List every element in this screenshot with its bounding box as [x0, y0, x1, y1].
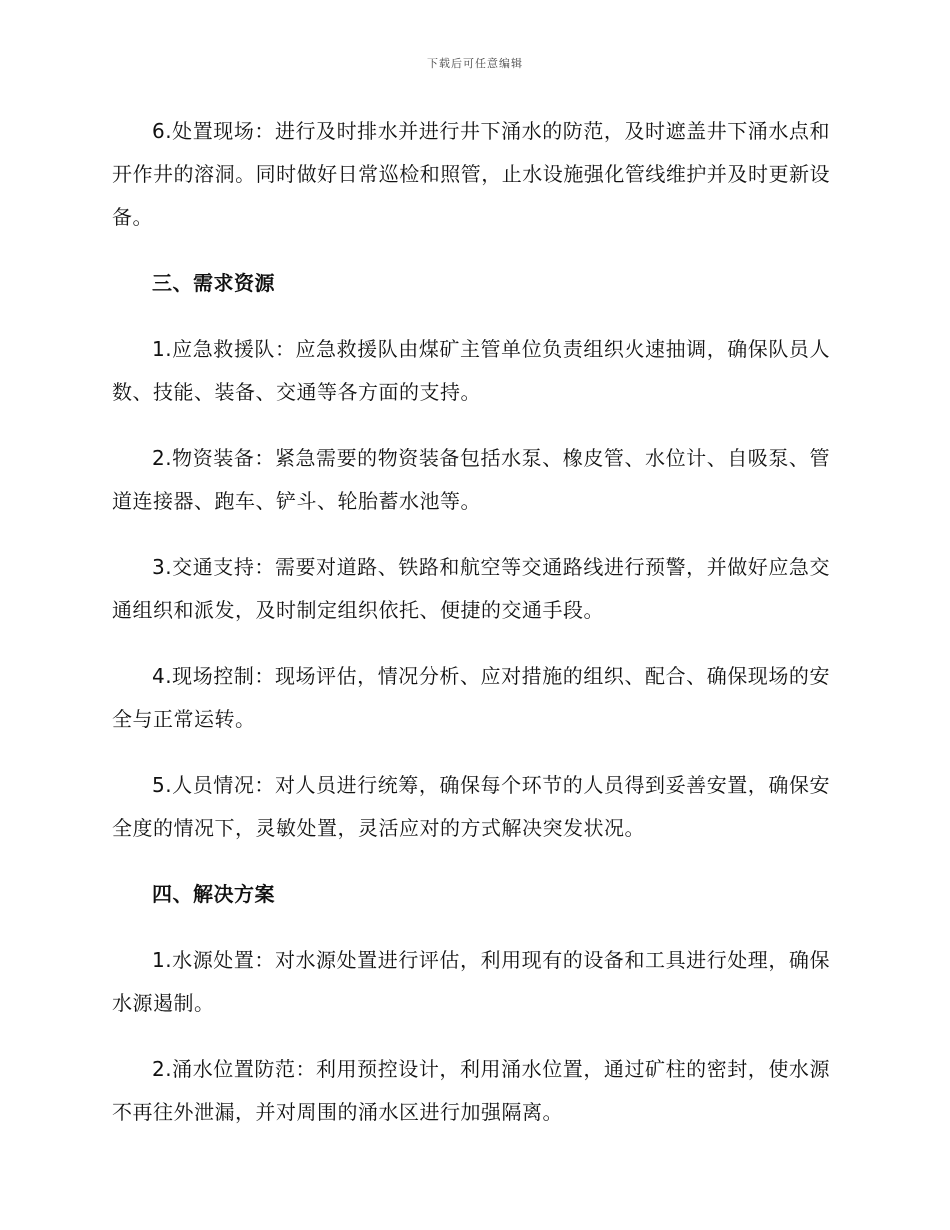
paragraph-water-inflow: 2.涌水位置防范：利用预控设计，利用涌水位置，通过矿柱的密封，使水源不再往外泄漏，并对周围的涌水区进行加强隔离。 — [112, 1057, 830, 1124]
document-body — [112, 110, 830, 1157]
paragraph-rescue-team: 1.应急救援队：应急救援队由煤矿主管单位负责组织火速抽调，确保队员人数、技能、装备、交通等各方面的支持。 — [112, 337, 830, 404]
paragraph-materials: 2.物资装备：紧急需要的物资装备包括水泵、橡皮管、水位计、自吸泵、管道连接器、跑车、铲斗、轮胎蓄水池等。 — [112, 446, 830, 513]
paragraph-personnel: 5.人员情况：对人员进行统筹，确保每个环节的人员得到妥善安置，确保安全度的情况下，灵敏处置，灵活应对的方式解决突发状况。 — [112, 773, 830, 840]
paragraph-water-source: 1.水源处置：对水源处置进行评估，利用现有的设备和工具进行处理，确保水源遏制。 — [112, 948, 830, 1015]
paragraph-handle-site: 6.处置现场：进行及时排水并进行井下涌水的防范，及时遮盖井下涌水点和开作井的溶洞。同时做好日常巡检和照管，止水设施强化管线维护并及时更新设备。 — [112, 119, 830, 229]
section-heading-resources: 三、需求资源 — [152, 271, 275, 295]
section-heading-solutions: 四、解决方案 — [152, 882, 275, 906]
paragraph-site-control: 4.现场控制：现场评估，情况分析、应对措施的组织、配合、确保现场的安全与正常运转。 — [112, 664, 830, 731]
page-header: 下载后可任意编辑 — [427, 57, 523, 70]
paragraph-traffic: 3.交通支持：需要对道路、铁路和航空等交通路线进行预警，并做好应急交通组织和派发，及时制定组织依托、便捷的交通手段。 — [112, 555, 830, 622]
